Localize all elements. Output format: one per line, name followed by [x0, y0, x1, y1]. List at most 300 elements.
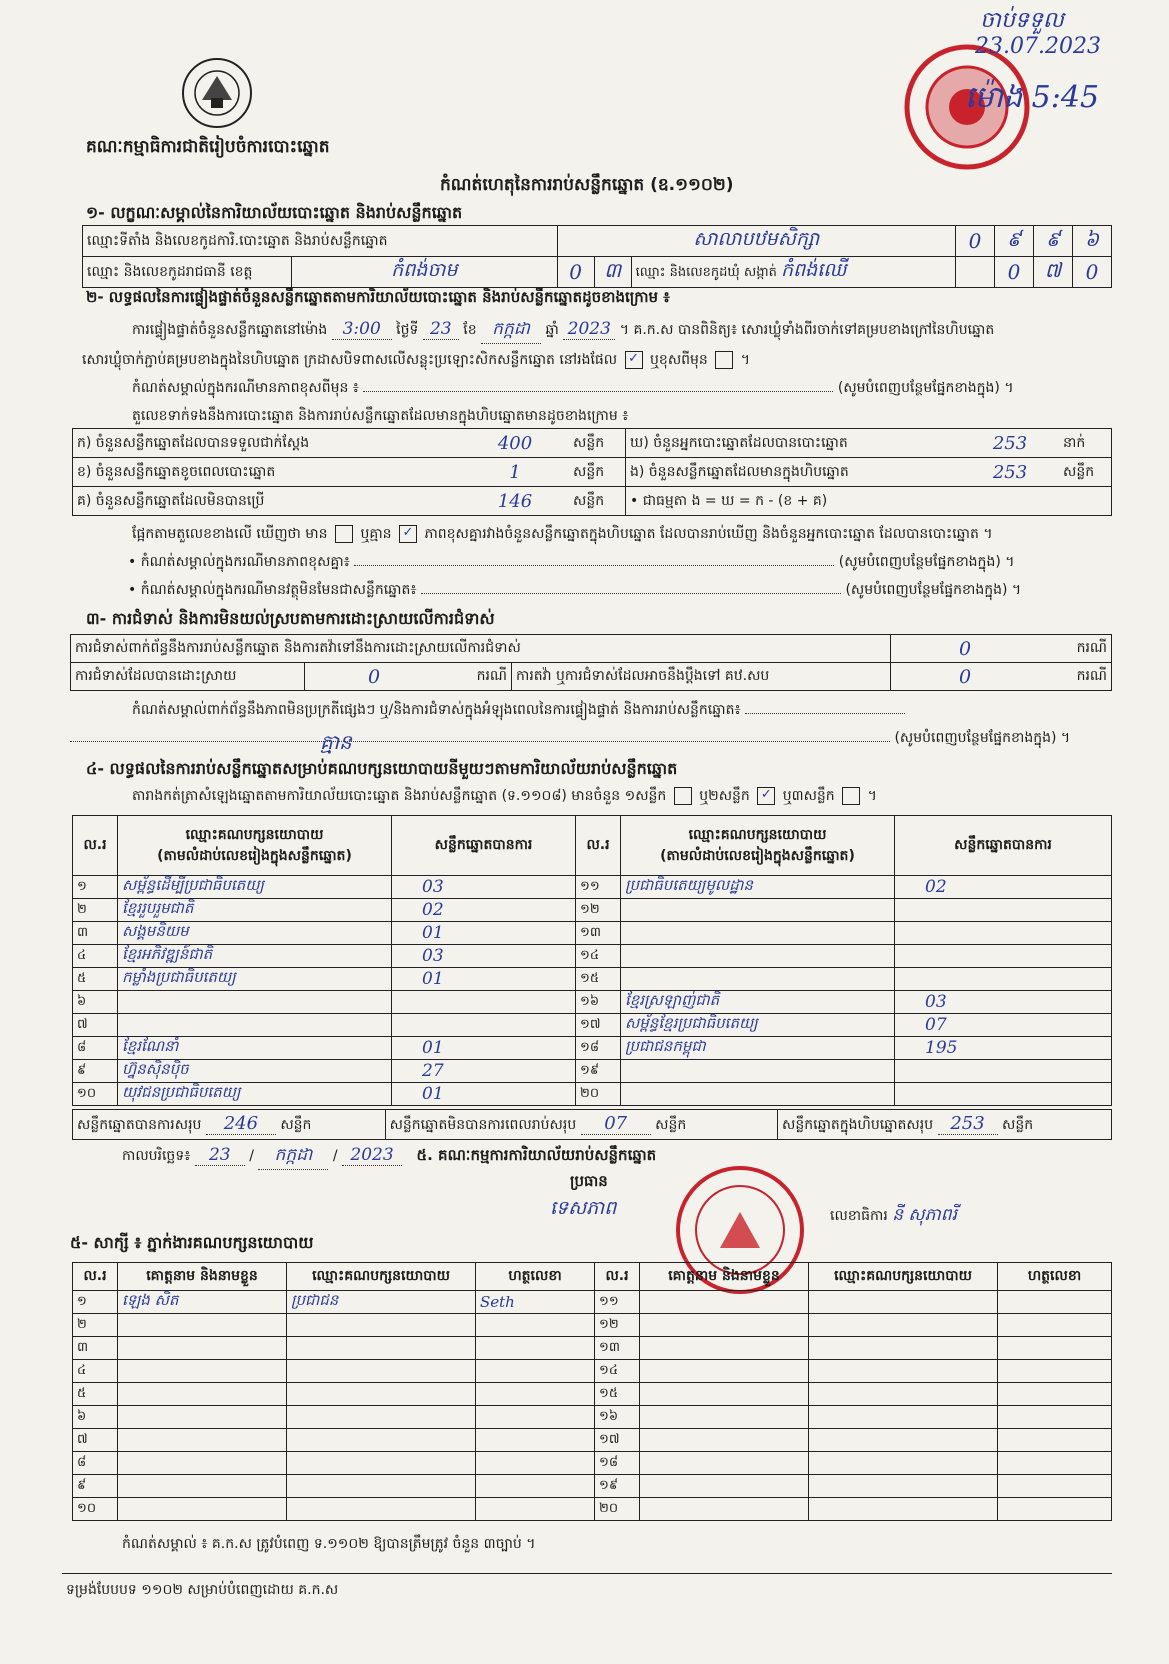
stamp-time-text: ម៉ោង 5:45 — [965, 80, 1100, 115]
result-votes: 195 — [895, 1037, 1112, 1060]
total-valid-unit: សន្លឹក — [280, 1117, 312, 1133]
result-votes: 02 — [392, 899, 576, 922]
witness-signature — [998, 1337, 1112, 1360]
witness-no: ៤ — [73, 1360, 118, 1383]
date-month: កក្កដា — [258, 1144, 328, 1170]
secretary-label: លេខាធិការ — [830, 1208, 888, 1224]
verify-line-1 — [132, 318, 994, 344]
province-code-1: 0 — [557, 257, 594, 288]
location-value: សាលាបឋមសិក្សា — [557, 226, 955, 257]
results-row — [73, 945, 1112, 968]
objection-row1-label: ការជំទាស់ពាក់ព័ន្ធនឹងការរាប់សន្លឹកឆ្នោត និងការតវ៉ាទៅនឹងការដោះស្រាយលើការជំទាស់ — [71, 635, 891, 663]
witness-party — [809, 1429, 998, 1452]
result-no: ២ — [73, 899, 118, 922]
note1-fill-note: (សូមបំពេញបន្ថែមផ្នែកខាងក្នុង) ។ — [837, 380, 1014, 396]
result-party: យុវជនប្រជាធិបតេយ្យ — [118, 1083, 392, 1106]
result-party: ប្រជាធិបតេយ្យមូលដ្ឋាន — [621, 876, 895, 899]
witness-no: ១៤ — [595, 1360, 640, 1383]
verify-month-label: ខែ — [463, 322, 477, 338]
section4-title: ៤- លទ្ធផលនៃការរាប់សន្លឹកឆ្នោតសម្រាប់គណបក្សនយោបាយនីមួយៗតាមការិយាល័យរាប់សន្លឹកឆ្នោត — [86, 759, 678, 778]
location-label: ឈ្មោះទីតាំង និងលេខកូដការិ.បោះឆ្នោត និងរាប់សន្លឹកឆ្នោត — [83, 226, 558, 257]
result-no: ១៧ — [576, 1014, 621, 1037]
witness-no: ១៦ — [595, 1406, 640, 1429]
counts-table — [72, 428, 1112, 516]
witness-name — [118, 1498, 287, 1521]
result-votes: 01 — [392, 922, 576, 945]
objection-row2-value: 0 — [305, 663, 444, 691]
count-left-value: 400 — [461, 429, 569, 458]
results-row — [73, 922, 1112, 945]
result-votes: 03 — [392, 876, 576, 899]
witness-name: ឡេង សិត — [118, 1291, 287, 1314]
section2-title: ២- លទ្ធផលនៃការផ្ទៀងផ្ទាត់ចំនួនសន្លឹកឆ្នោតតាមការិយាល័យបោះឆ្នោត និងរាប់សន្លឹកឆ្នោតដូចខាងក្រោម ៖ — [86, 288, 670, 306]
section3-note-field2[interactable] — [70, 730, 890, 754]
witness-row — [73, 1360, 1112, 1383]
witness-name — [118, 1452, 287, 1475]
result-party — [621, 922, 895, 945]
province-value: កំពង់ចាម — [292, 257, 558, 288]
sheets-2-label: ឬ២សន្លឹក — [699, 788, 750, 804]
count-right-value: 253 — [961, 429, 1059, 458]
result-party: ខ្មែររួបរួមជាតិ — [118, 899, 392, 922]
witness-party — [809, 1475, 998, 1498]
result-no: ៥ — [73, 968, 118, 991]
results-votes-header: សន្លឹកឆ្នោតបានការ — [392, 816, 576, 876]
counts-row — [73, 487, 1112, 516]
count-left-value: 146 — [461, 487, 569, 516]
total-valid-cell — [73, 1110, 386, 1140]
witness-no: ១៩ — [595, 1475, 640, 1498]
witness-name-header: គោត្តនាម និងនាមខ្លួន — [118, 1263, 287, 1291]
compare-label: ផ្អែកតាមតួលេខខាងលើ ឃើញថា មាន — [132, 526, 328, 542]
result-party — [621, 899, 895, 922]
footer-text: ទម្រង់បែបបទ ១១០២ សម្រាប់បំពេញដោយ គ.ក.ស — [66, 1582, 339, 1598]
note1-field[interactable] — [363, 391, 833, 392]
section3-fill-note: (សូមបំពេញបន្ថែមផ្នែកខាងក្នុង) ។ — [894, 730, 1071, 746]
result-party: ខ្មែរអភិវឌ្ឍន៍ជាតិ — [118, 945, 392, 968]
witness-party — [287, 1337, 476, 1360]
result-votes — [895, 945, 1112, 968]
objection-row2-mid-value: 0 — [891, 663, 1040, 691]
witness-party — [809, 1314, 998, 1337]
witness-no: ៣ — [73, 1337, 118, 1360]
result-no: ១២ — [576, 899, 621, 922]
has-diff-checkbox[interactable] — [335, 525, 353, 543]
witness-name — [118, 1429, 287, 1452]
result-party: កម្លាំងប្រជាធិបតេយ្យ — [118, 968, 392, 991]
total-invalid-value: 07 — [581, 1113, 651, 1135]
section4-intro: តារាងកត់ត្រាសំឡេងឆ្នោតតាមការិយាល័យបោះឆ្នោត និងរាប់សន្លឹកឆ្នោត (ទ.១១០៨) មានចំនួន ១សន្លឹក ឬ២សន្លឹក ✓ ឬ៣សន្លឹក ។ — [132, 787, 877, 804]
witness-name — [118, 1383, 287, 1406]
sheets-2-checkbox[interactable]: ✓ — [757, 787, 775, 805]
verify-line-2: សោរឃ្លុំចាក់ភ្ជាប់គម្របខាងក្នុងនៃហិបឆ្នោត ក្រដាសបិទពាសលើសន្លុះប្រឡោះសិកសន្លឹកឆ្នោត នៅរងផែល ✓ ឬខុសពីមុន ។ — [82, 351, 750, 368]
result-votes: 01 — [392, 1083, 576, 1106]
witness-row — [73, 1314, 1112, 1337]
result-no: ១១ — [576, 876, 621, 899]
witness-name — [640, 1314, 809, 1337]
result-no: ១៩ — [576, 1060, 621, 1083]
witness-party — [287, 1406, 476, 1429]
count-right-label: • ជាធម្មតា ង = ឃ = ក - (ខ + គ) — [626, 487, 962, 516]
section5-title: ៥- សាក្សី ៖ ភ្នាក់ងារគណបក្សនយោបាយ — [70, 1233, 314, 1252]
witness-no: ១៣ — [595, 1337, 640, 1360]
witness-signature — [998, 1314, 1112, 1337]
section3-note-field[interactable] — [745, 713, 905, 714]
results-party-header — [118, 816, 392, 876]
result-votes: 27 — [392, 1060, 576, 1083]
witness-signature — [476, 1360, 595, 1383]
section3-title: ៣- ការជំទាស់ និងការមិនយល់ស្របតាមការដោះស្រាយលើការជំទាស់ — [86, 609, 495, 628]
note3-fill-note: (សូមបំពេញបន្ថែមផ្នែកខាងក្នុង) ។ — [845, 582, 1022, 598]
witness-party — [287, 1360, 476, 1383]
result-votes — [895, 1083, 1112, 1106]
count-left-unit: សន្លឹក — [569, 458, 626, 487]
witness-no: ៦ — [73, 1406, 118, 1429]
commune-code-2: ៧ — [1034, 257, 1073, 288]
witness-no-header-2: ល.រ — [595, 1263, 640, 1291]
witness-no: ១១ — [595, 1291, 640, 1314]
sheets-3-checkbox[interactable] — [842, 787, 860, 805]
witness-party: ប្រជាជន — [287, 1291, 476, 1314]
commune-label: ឈ្មោះ និងលេខកូដឃុំ សង្កាត់ — [635, 265, 777, 280]
count-right-unit: សន្លឹក — [1059, 458, 1112, 487]
results-party-header-2 — [621, 816, 895, 876]
section1-table — [82, 225, 1112, 288]
result-no: ៧ — [73, 1014, 118, 1037]
results-party-subtitle: (តាមលំដាប់លេខរៀងក្នុងសន្លឹកឆ្នោត) — [157, 847, 352, 864]
total-valid-value: 246 — [206, 1113, 276, 1135]
witness-party — [287, 1475, 476, 1498]
witness-party — [287, 1383, 476, 1406]
witness-party-header: ឈ្មោះគណបក្សនយោបាយ — [287, 1263, 476, 1291]
witness-signature — [998, 1452, 1112, 1475]
verify-check-text: ។ គ.ក.ស បានពិនិត្យ៖ សោរឃ្លុំទាំងពីរចាក់ទៅគម្របខាងក្រៅនៃហិបឆ្នោត — [619, 322, 995, 338]
counts-row — [73, 429, 1112, 458]
witness-row — [73, 1429, 1112, 1452]
verify-year-label: ឆ្នាំ — [545, 322, 559, 338]
objection-row1-unit: ករណី — [1039, 635, 1112, 663]
sheets-1-label: តារាងកត់ត្រាសំឡេងឆ្នោតតាមការិយាល័យបោះឆ្នោត និងរាប់សន្លឹកឆ្នោត (ទ.១១០៨) មានចំនួន ១សន្លឹក — [132, 788, 667, 804]
witness-signature — [476, 1337, 595, 1360]
note3-field[interactable] — [421, 593, 841, 594]
count-right-unit: នាក់ — [1059, 429, 1112, 458]
section3-note-line2 — [70, 728, 1110, 754]
witness-no: ២០ — [595, 1498, 640, 1521]
witness-signature — [476, 1383, 595, 1406]
total-invalid-label: សន្លឹកឆ្នោតមិនបានការពេលរាប់សរុប — [389, 1117, 577, 1133]
witness-party — [287, 1452, 476, 1475]
results-party-title-2: ឈ្មោះគណបក្សនយោបាយ — [688, 826, 827, 843]
witness-party — [809, 1498, 998, 1521]
note2-field[interactable] — [354, 565, 834, 566]
secretary-name: នី សុភាពរី — [892, 1205, 957, 1225]
witness-name — [640, 1498, 809, 1521]
president-name: ទេសភាព — [550, 1197, 617, 1219]
witness-signature — [998, 1429, 1112, 1452]
total-box-value: 253 — [938, 1113, 998, 1135]
count-left-unit: សន្លឹក — [569, 487, 626, 516]
objection-row2-unit: ករណី — [443, 663, 512, 691]
total-box-unit: សន្លឹក — [1002, 1117, 1034, 1133]
count-left-unit: សន្លឹក — [569, 429, 626, 458]
province-label: ឈ្មោះ និងលេខកូដរាជធានី ខេត្ត — [83, 257, 292, 288]
witness-party — [809, 1360, 998, 1383]
footer-divider — [62, 1573, 1112, 1574]
count-left-label: គ) ចំនួនសន្លឹកឆ្នោតដែលមិនបានប្រើ — [73, 487, 462, 516]
result-party — [118, 1014, 392, 1037]
witness-party — [287, 1429, 476, 1452]
verify-day: 23 — [423, 319, 459, 340]
witness-no: ៨ — [73, 1452, 118, 1475]
section3-note-line — [132, 700, 1112, 721]
witness-no: ១២ — [595, 1314, 640, 1337]
footnote: កំណត់សម្គាល់ ៖ គ.ក.ស ត្រូវបំពេញ ទ.១១០២ ឱ្យបានត្រឹមត្រូវ ចំនួន ៣ច្បាប់ ។ — [122, 1536, 536, 1552]
witness-name-header-2: គោត្តនាម និងនាមខ្លួន — [640, 1263, 809, 1291]
section3-note-value: គ្មាន — [320, 730, 352, 754]
witness-name — [640, 1337, 809, 1360]
compare-line — [132, 524, 993, 545]
results-no-header-2: ល.រ — [576, 816, 621, 876]
note1-label: កំណត់សម្គាល់ក្នុងករណីមានភាពខុសពីមុន ៖ — [132, 380, 359, 396]
total-invalid-unit: សន្លឹក — [655, 1117, 687, 1133]
witness-name — [118, 1360, 287, 1383]
changed-checkbox[interactable] — [715, 351, 733, 369]
results-row — [73, 1083, 1112, 1106]
witness-party — [287, 1498, 476, 1521]
witness-party — [809, 1406, 998, 1429]
results-row — [73, 968, 1112, 991]
note1-line — [132, 378, 1102, 399]
verify-time-label: ការផ្ទៀងផ្ទាត់ចំនួនសន្លឹកឆ្នោតនៅម៉ោង — [132, 322, 328, 338]
note2-label: • កំណត់សម្គាល់ក្នុងករណីមានភាពខុសគ្នា៖ — [128, 554, 350, 570]
witness-no: ១០ — [73, 1498, 118, 1521]
objection-row2-mid-unit: ករណី — [1039, 663, 1112, 691]
location-code-4: ៦ — [1073, 226, 1112, 257]
verify-day-label: ថ្ងៃទី — [396, 322, 419, 338]
witness-signature — [998, 1498, 1112, 1521]
result-votes — [895, 922, 1112, 945]
verify-month: កក្កដា — [481, 318, 541, 344]
witness-name — [118, 1475, 287, 1498]
witness-signature — [476, 1429, 595, 1452]
note3-line — [128, 580, 1108, 601]
result-votes: 07 — [895, 1014, 1112, 1037]
witness-party — [287, 1314, 476, 1337]
result-party — [118, 991, 392, 1014]
total-valid-label: សន្លឹកឆ្នោតបានការសរុប — [77, 1117, 202, 1133]
witness-name — [118, 1406, 287, 1429]
form-title: កំណត់ហេតុនៃការរាប់សន្លឹកឆ្នោត (ឧ.១១០២) — [440, 175, 734, 195]
witness-signature — [998, 1406, 1112, 1429]
result-votes — [895, 1060, 1112, 1083]
result-party — [621, 968, 895, 991]
witness-party — [809, 1452, 998, 1475]
result-party: សម្ព័ន្ធដើម្បីប្រជាធិបតេយ្យ — [118, 876, 392, 899]
witness-signature — [476, 1314, 595, 1337]
result-no: ៩ — [73, 1060, 118, 1083]
date-year: 2023 — [342, 1145, 402, 1166]
witness-no: ៩ — [73, 1475, 118, 1498]
witness-no: ៧ — [73, 1429, 118, 1452]
section1-title: ១- លក្ខណៈសម្គាល់នៃការិយាល័យបោះឆ្នោត និងរាប់សន្លឹកឆ្នោត — [86, 203, 463, 222]
compare-text: ភាពខុសគ្នារវាងចំនួនសន្លឹកឆ្នោតក្នុងហិបឆ្នោត ដែលបានរាប់ឃើញ និងចំនួនអ្នកបោះឆ្នោត ដែលបានបោះឆ្នោត ។ — [424, 526, 993, 542]
result-no: ១៥ — [576, 968, 621, 991]
count-right-label: ឃ) ចំនួនអ្នកបោះឆ្នោតដែលបានបោះឆ្នោត — [626, 429, 962, 458]
witness-sign-header: ហត្ថលេខា — [476, 1263, 595, 1291]
president-label: ប្រធាន — [570, 1172, 608, 1190]
result-party: សង្គមនិយម — [118, 922, 392, 945]
stamp-date-text: 23.07.2023 — [975, 34, 1101, 59]
results-votes-header-2: សន្លឹកឆ្នោតបានការ — [895, 816, 1112, 876]
witness-row — [73, 1383, 1112, 1406]
date-label: កាលបរិច្ឆេទ៖ — [122, 1148, 191, 1164]
witness-signature — [476, 1406, 595, 1429]
result-votes — [895, 899, 1112, 922]
note2-line — [128, 552, 1108, 573]
witness-party — [809, 1383, 998, 1406]
result-no: ៦ — [73, 991, 118, 1014]
totals-table — [72, 1109, 1112, 1140]
witness-row — [73, 1337, 1112, 1360]
results-row — [73, 876, 1112, 899]
witness-name — [640, 1291, 809, 1314]
witness-signature — [476, 1475, 595, 1498]
result-no: ៣ — [73, 922, 118, 945]
witness-row — [73, 1452, 1112, 1475]
result-party — [621, 945, 895, 968]
secretary-line — [830, 1204, 957, 1229]
results-row — [73, 1037, 1112, 1060]
date-line: កាលបរិច្ឆេទ៖ 23 / កក្កដា / 2023 ៥. គណៈកម្មការការិយាល័យរាប់សន្លឹកឆ្នោត — [122, 1144, 656, 1170]
result-no: ២០ — [576, 1083, 621, 1106]
stamp-received-text: ចាប់ទទួល — [980, 8, 1064, 33]
witness-name — [640, 1360, 809, 1383]
commune-code-spacer — [956, 257, 995, 288]
count-left-value: 1 — [461, 458, 569, 487]
result-no: ១៦ — [576, 991, 621, 1014]
witness-sign-header-2: ហត្ថលេខា — [998, 1263, 1112, 1291]
authority-name: គណៈកម្មាធិការជាតិរៀបចំការបោះឆ្នោត — [86, 137, 330, 157]
witness-name — [640, 1383, 809, 1406]
verify-year: 2023 — [563, 319, 615, 340]
result-no: ៤ — [73, 945, 118, 968]
result-party: ប្រជាជនកម្ពុជា — [621, 1037, 895, 1060]
witness-name — [640, 1429, 809, 1452]
witness-no: ២ — [73, 1314, 118, 1337]
witness-name — [118, 1314, 287, 1337]
count-left-label: ខ) ចំនួនសន្លឹកឆ្នោតខូចពេលបោះឆ្នោត — [73, 458, 462, 487]
verify-time: 3:00 — [332, 319, 392, 340]
total-box-label: សន្លឹកឆ្នោតក្នុងហិបឆ្នោតសរុប — [782, 1117, 934, 1133]
date-day: 23 — [195, 1145, 245, 1166]
witness-no: ១៨ — [595, 1452, 640, 1475]
result-votes — [895, 968, 1112, 991]
result-party: សម្ព័ន្ធខ្មែរប្រជាធិបតេយ្យ — [621, 1014, 895, 1037]
objection-row1-value: 0 — [891, 635, 1040, 663]
seal-text: សោរឃ្លុំចាក់ភ្ជាប់គម្របខាងក្នុងនៃហិបឆ្នោត ក្រដាសបិទពាសលើសន្លុះប្រឡោះសិកសន្លឹកឆ្នោត នៅរងផែល — [82, 352, 618, 368]
province-code-2: ៣ — [594, 257, 631, 288]
result-party: ហ្វ៊ុនស៊ិនប៉ិច — [118, 1060, 392, 1083]
result-votes: 01 — [392, 968, 576, 991]
witness-no: ១៧ — [595, 1429, 640, 1452]
commune-code-1: 0 — [995, 257, 1034, 288]
counts-intro: តួលេខទាក់ទងនឹងការបោះឆ្នោត និងការរាប់សន្លឹកឆ្នោតដែលមានក្នុងហិបឆ្នោតមានដូចខាងក្រោម ៖ — [132, 408, 629, 424]
witness-signature — [998, 1475, 1112, 1498]
witness-no-header: ល.រ — [73, 1263, 118, 1291]
witness-party — [809, 1337, 998, 1360]
result-votes: 02 — [895, 876, 1112, 899]
result-votes: 03 — [895, 991, 1112, 1014]
counts-row — [73, 458, 1112, 487]
result-party — [621, 1083, 895, 1106]
results-row — [73, 1014, 1112, 1037]
result-no: ១០ — [73, 1083, 118, 1106]
nec-logo — [178, 54, 256, 132]
witness-party — [809, 1291, 998, 1314]
commune-code-3: 0 — [1073, 257, 1112, 288]
witness-row — [73, 1475, 1112, 1498]
result-no: ១៨ — [576, 1037, 621, 1060]
count-right-unit — [1059, 487, 1112, 516]
result-no: ៨ — [73, 1037, 118, 1060]
result-no: ១ — [73, 876, 118, 899]
result-votes — [392, 991, 576, 1014]
witness-no: ១៥ — [595, 1383, 640, 1406]
objection-table — [70, 634, 1112, 691]
witness-no: ៥ — [73, 1383, 118, 1406]
result-votes: 03 — [392, 945, 576, 968]
sheets-1-checkbox[interactable] — [674, 787, 692, 805]
result-no: ១៣ — [576, 922, 621, 945]
results-row — [73, 991, 1112, 1014]
count-left-label: ក) ចំនួនសន្លឹកឆ្នោតដែលបានទទួលជាក់ស្តែង — [73, 429, 462, 458]
witness-table — [72, 1262, 1112, 1521]
witness-name — [640, 1452, 809, 1475]
witness-row — [73, 1498, 1112, 1521]
note2-fill-note: (សូមបំពេញបន្ថែមផ្នែកខាងក្នុង) ។ — [838, 554, 1015, 570]
witness-signature: Seth — [476, 1291, 595, 1314]
witness-row — [73, 1291, 1112, 1314]
witness-name — [640, 1475, 809, 1498]
unchanged-checkbox[interactable]: ✓ — [625, 351, 643, 369]
total-box-cell — [778, 1110, 1112, 1140]
witness-name — [118, 1337, 287, 1360]
results-row — [73, 899, 1112, 922]
note3-label: • កំណត់សម្គាល់ក្នុងករណីមានវត្ថុមិនមែនជាសន្លឹកឆ្នោត៖ — [128, 582, 417, 598]
witness-signature — [998, 1383, 1112, 1406]
result-party: ខ្មែរណែនាំ — [118, 1037, 392, 1060]
witness-no: ១ — [73, 1291, 118, 1314]
total-invalid-cell — [385, 1110, 777, 1140]
sheets-3-label: ឬ៣សន្លឹក — [782, 788, 835, 804]
no-diff-label: ឬគ្មាន — [360, 526, 392, 542]
witness-name — [640, 1406, 809, 1429]
count-right-value: 253 — [961, 458, 1059, 487]
witness-signature — [998, 1360, 1112, 1383]
result-party — [621, 1060, 895, 1083]
results-party-title: ឈ្មោះគណបក្សនយោបាយ — [185, 826, 324, 843]
results-no-header: ល.រ — [73, 816, 118, 876]
location-code-1: 0 — [956, 226, 995, 257]
result-party: ខ្មែរស្រឡាញ់ជាតិ — [621, 991, 895, 1014]
commune-value: កំពង់ឈើ — [781, 259, 847, 281]
objection-row2-label: ការជំទាស់ដែលបានដោះស្រាយ — [71, 663, 305, 691]
result-no: ១៤ — [576, 945, 621, 968]
results-row — [73, 1060, 1112, 1083]
no-diff-checkbox[interactable]: ✓ — [399, 525, 417, 543]
count-right-value — [961, 487, 1059, 516]
results-party-subtitle-2: (តាមលំដាប់លេខរៀងក្នុងសន្លឹកឆ្នោត) — [660, 847, 855, 864]
